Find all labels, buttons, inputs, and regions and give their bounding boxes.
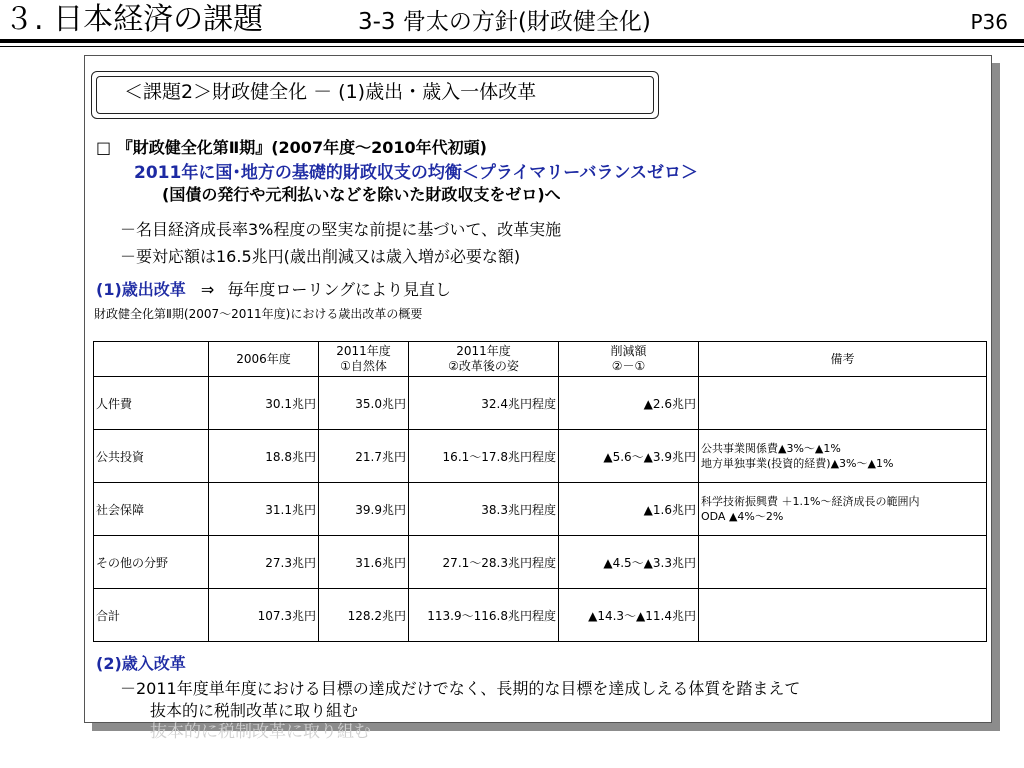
row-2006: 107.3兆円	[209, 589, 319, 642]
row-natural: 39.9兆円	[319, 483, 409, 536]
ghost-text: 抜本的に税制改革に取り組む	[150, 722, 371, 742]
row-remarks	[699, 536, 987, 589]
revenue-reform-label: (2)歳入改革	[96, 654, 186, 673]
row-reformed: 27.1～28.3兆円程度	[409, 536, 559, 589]
header-divider-thin	[0, 46, 1024, 47]
row-2006: 30.1兆円	[209, 377, 319, 430]
row-natural: 35.0兆円	[319, 377, 409, 430]
phase-goal-note: (国債の発行や元利払いなどを除いた財政収支をゼロ)へ	[162, 185, 561, 204]
row-reduction: ▲1.6兆円	[559, 483, 699, 536]
row-item: その他の分野	[94, 536, 209, 589]
table-row	[94, 430, 987, 483]
row-reformed: 113.9～116.8兆円程度	[409, 589, 559, 642]
header-cell-2006: 2006年度	[209, 342, 319, 377]
header-cell-reduction: 削減額 ②－①	[559, 342, 699, 377]
row-natural: 21.7兆円	[319, 430, 409, 483]
header-cell-natural: 2011年度 ①自然体	[319, 342, 409, 377]
header-cell-remarks: 備考	[699, 342, 987, 377]
row-reduction: ▲4.5～▲3.3兆円	[559, 536, 699, 589]
row-2006: 31.1兆円	[209, 483, 319, 536]
row-reduction: ▲14.3～▲11.4兆円	[559, 589, 699, 642]
expenditure-reform-line	[96, 277, 451, 300]
slide-title: ３. 日本経済の課題	[4, 2, 264, 37]
expenditure-reform-text: 毎年度ローリングにより見直し	[227, 280, 452, 299]
table-row	[94, 483, 987, 536]
phase-bullet-amount: －要対応額は16.5兆円(歳出削減又は歳入増が必要な額)	[120, 247, 521, 266]
row-natural: 128.2兆円	[319, 589, 409, 642]
row-natural: 31.6兆円	[319, 536, 409, 589]
header-cell-item	[94, 342, 209, 377]
table-header-row	[94, 342, 987, 377]
slide-header	[0, 0, 1024, 44]
revenue-reform-line2: 抜本的に税制改革に取り組む	[150, 701, 359, 720]
arrow-icon: ⇒	[200, 280, 215, 299]
revenue-reform-line1: －2011年度単年度における目標の達成だけでなく、長期的な目標を達成しえる体質を踏まえて	[120, 679, 801, 698]
row-reformed: 16.1～17.8兆円程度	[409, 430, 559, 483]
page-number: P36	[970, 10, 1008, 34]
row-reformed: 38.3兆円程度	[409, 483, 559, 536]
row-remarks: 科学技術振興費 ＋1.1%～経済成長の範囲内 ODA ▲4%～2%	[699, 483, 987, 536]
header-divider-thick	[0, 39, 1024, 43]
row-item: 人件費	[94, 377, 209, 430]
row-item: 公共投資	[94, 430, 209, 483]
expenditure-reform-table	[93, 341, 987, 642]
row-remarks: 公共事業関係費▲3%～▲1% 地方単独事業(投資的経費)▲3%～▲1%	[699, 430, 987, 483]
row-item: 社会保障	[94, 483, 209, 536]
table-row-total	[94, 589, 987, 642]
slide-subtitle: 3-3 骨太の方針(財政健全化)	[358, 9, 651, 35]
topic-heading: ＜課題2＞財政健全化 － (1)歳出・歳入一体改革	[124, 81, 537, 103]
row-reduction: ▲5.6～▲3.9兆円	[559, 430, 699, 483]
row-reduction: ▲2.6兆円	[559, 377, 699, 430]
row-item: 合計	[94, 589, 209, 642]
row-2006: 27.3兆円	[209, 536, 319, 589]
phase-goal: 2011年に国･地方の基礎的財政収支の均衡＜プライマリーバランスゼロ＞	[134, 163, 698, 183]
phase-bullet-growth: －名目経済成長率3%程度の堅実な前提に基づいて、改革実施	[120, 220, 562, 239]
row-2006: 18.8兆円	[209, 430, 319, 483]
row-remarks	[699, 377, 987, 430]
header-cell-reformed: 2011年度 ②改革後の姿	[409, 342, 559, 377]
row-remarks	[699, 589, 987, 642]
table-row	[94, 536, 987, 589]
table-caption: 財政健全化第Ⅱ期(2007～2011年度)における歳出改革の概要	[94, 307, 423, 321]
topic-heading-box	[91, 71, 659, 119]
expenditure-reform-label: (1)歳出改革	[96, 280, 186, 299]
table-row	[94, 377, 987, 430]
phase-title: □ 『財政健全化第Ⅱ期』(2007年度～2010年代初頭)	[96, 138, 487, 157]
row-reformed: 32.4兆円程度	[409, 377, 559, 430]
